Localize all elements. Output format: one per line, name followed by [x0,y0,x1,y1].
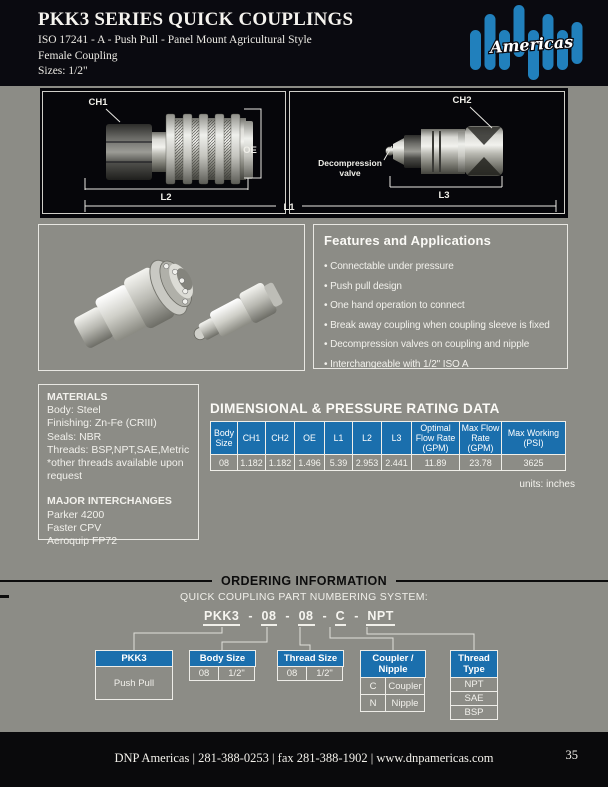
feature-item: • Connectable under pressure [324,257,557,277]
interchange-item: Aeroquip FP72 [47,535,118,548]
interchanges-title: MAJOR INTERCHANGES [47,495,172,508]
technical-drawing-panel [40,88,568,218]
features-title: Features and Applications [324,233,492,248]
part-dash: - [285,609,290,623]
dimensional-table-title: DIMENSIONAL & PRESSURE RATING DATA [210,401,500,416]
materials-line: Body: Steel [47,404,101,417]
dimensional-table [210,421,566,471]
col-header: Max Working (PSI) [501,421,566,455]
materials-line: Finishing: Zn-Fe (CRIII) [47,417,157,430]
ordering-box-size: 1/2" [306,666,343,681]
ordering-box-option: NPT [450,677,498,692]
materials-line: *other threads available upon [47,457,184,470]
col-value: 11.89 [411,454,460,471]
header-subtitle-sizes: Sizes: 1/2" [38,65,88,77]
ordering-box-header: Thread Type [450,650,498,678]
col-value: 1.182 [265,454,295,471]
interchange-item: Parker 4200 [47,508,105,521]
part-segment-coupler: C [335,609,347,626]
ordering-box-header: Coupler / Nipple [360,650,426,678]
dim-label-l2: L2 [160,192,172,203]
ordering-box-series [95,650,173,700]
ordering-box-label: Nipple [385,694,425,712]
dim-label-ch2: CH2 [452,95,472,106]
female-coupling-photo [66,250,204,361]
materials-box [38,384,199,548]
ordering-box-thread-size [277,650,344,681]
part-dash: - [322,609,327,623]
ordering-title: ORDERING INFORMATION [220,574,388,588]
col-header: L3 [381,421,412,455]
col-header: Max Flow Rate (GPM) [459,421,502,455]
feature-item: • Break away coupling when coupling sleeve is fixed [324,316,557,336]
part-dash: - [354,609,359,623]
dim-label-ch1: CH1 [88,97,108,108]
units-note: units: inches [519,479,575,490]
col-value: 23.78 [459,454,502,471]
page-title: PKK3 SERIES QUICK COUPLINGS [38,9,354,30]
part-segment-series: PKK3 [203,609,240,626]
part-segment-thread-size: 08 [298,609,315,626]
col-value: 2.953 [352,454,382,471]
col-header: OE [294,421,325,455]
ordering-box-coupler-nipple [360,650,426,712]
page-number: 35 [565,748,578,762]
decompression-label-line2: valve [339,168,361,178]
footer-contact: DNP Americas | 281-388-0253 | fax 281-388-1902 | www.dnpamericas.com [114,751,494,765]
ordering-box-code: 08 [277,666,307,681]
col-value: 5.39 [324,454,353,471]
ordering-box-header: PKK3 [95,650,173,667]
col-value: 08 [210,454,238,471]
female-coupling-drawing [106,114,253,184]
male-nipple-photo [187,277,286,351]
materials-title: MATERIALS [47,391,108,403]
ordering-box-thread-type [450,650,498,720]
logo-americas-text: Americas [489,32,574,57]
ordering-box-label: Coupler [385,677,425,695]
materials-line: Threads: BSP,NPT,SAE,Metric [47,443,190,456]
decompression-label-line1: Decompression [318,158,382,168]
col-value: 1.496 [294,454,325,471]
male-nipple-drawing [386,126,504,176]
ordering-box-size: 1/2" [218,666,255,681]
ordering-box-body-size [189,650,256,681]
header-subtitle-iso: ISO 17241 - A - Push Pull - Panel Mount Agricultural Style [38,34,312,46]
ordering-rule-right [396,580,608,583]
col-header: CH1 [237,421,266,455]
materials-line: Seals: NBR [47,430,102,443]
features-list [324,257,557,374]
dim-label-oe: OE [243,145,257,156]
ordering-box-code: N [360,694,386,712]
col-value: 1.182 [237,454,266,471]
ordering-box-code: C [360,677,386,695]
ordering-rule-left [0,580,212,583]
ordering-box-value: Push Pull [95,666,173,700]
feature-item: • Decompression valves on coupling and nipple [324,335,557,355]
ordering-subtitle: QUICK COUPLING PART NUMBERING SYSTEM: [180,591,428,603]
feature-item: • One hand operation to connect [324,296,557,316]
ordering-box-header: Thread Size [277,650,344,667]
dim-label-l3: L3 [438,190,450,201]
dnp-americas-logo [460,2,600,82]
part-segment-thread-type: NPT [366,609,395,626]
part-number-connectors [0,620,608,650]
col-header: Optimal Flow Rate (GPM) [411,421,460,455]
part-segment-body-size: 08 [261,609,278,626]
part-dash: - [248,609,253,623]
footer [0,732,608,787]
feature-item: • Interchangeable with 1/2" ISO A [324,355,557,375]
product-photo-box [38,224,305,371]
col-header: CH2 [265,421,295,455]
feature-item: • Push pull design [324,277,557,297]
ordering-box-option: BSP [450,705,498,720]
header-subtitle-coupling: Female Coupling [38,50,118,62]
col-header: Body Size [210,421,238,455]
ordering-box-header: Body Size [189,650,256,667]
ordering-header [0,574,608,588]
col-header: L2 [352,421,382,455]
col-value: 3625 [501,454,566,471]
dim-label-l1: L1 [283,202,295,213]
col-value: 2.441 [381,454,412,471]
features-box [313,224,568,369]
header [0,0,608,86]
materials-line: request [47,470,83,483]
ordering-box-code: 08 [189,666,219,681]
col-header: L1 [324,421,353,455]
interchange-item: Faster CPV [47,521,102,534]
ordering-box-option: SAE [450,691,498,706]
